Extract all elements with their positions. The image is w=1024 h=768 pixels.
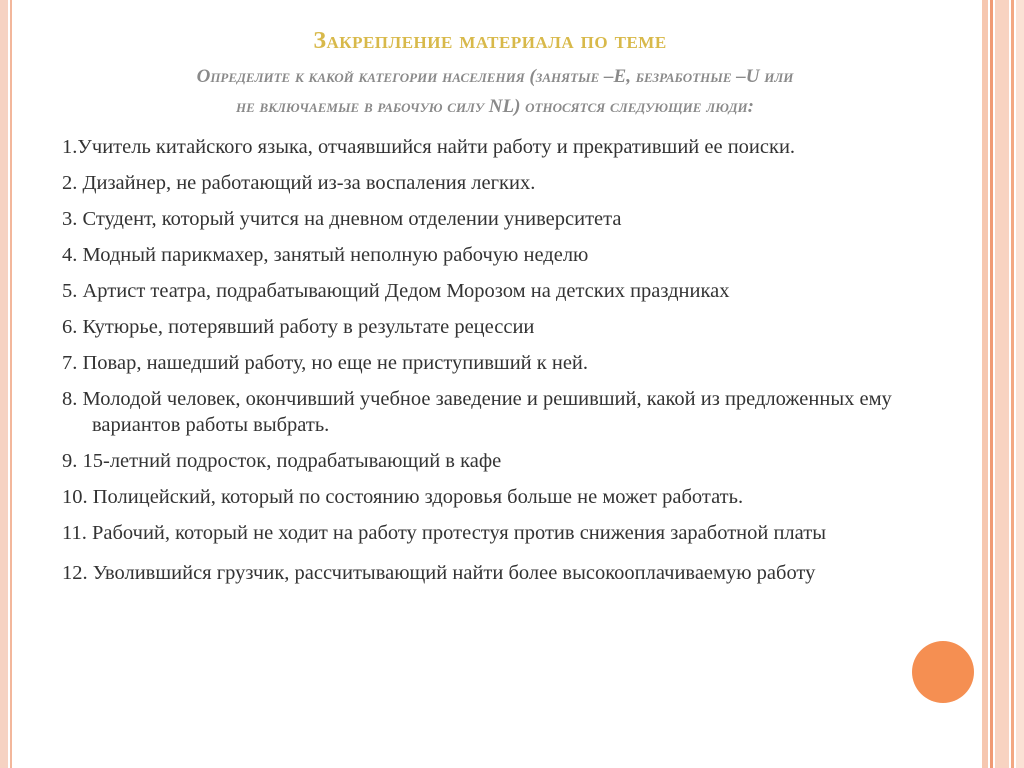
question-list — [62, 134, 962, 600]
right-decor-stripe — [995, 0, 1009, 768]
list-item: 6. Кутюрье, потерявший работу в результате рецессии — [62, 316, 535, 338]
right-decor-stripe — [990, 0, 993, 768]
list-item: 8. Молодой человек, окончивший учебное заведение и решивший, какой из предложенных ему вариантов работы выбрать. — [62, 388, 892, 436]
list-item: 5. Артист театра, подрабатывающий Дедом Морозом на детских праздниках — [62, 280, 730, 302]
list-item: 1.Учитель китайского языка, отчаявшийся найти работу и прекративший ее поиски. — [62, 136, 796, 158]
list-item: 12. Уволившийся грузчик, рассчитывающий найти более высокооплачиваемую работу — [62, 562, 816, 584]
right-decor-stripe — [1016, 0, 1024, 768]
list-item: 7. Повар, нашедший работу, но еще не приступивший к ней. — [62, 352, 589, 374]
right-decor-stripe — [982, 0, 988, 768]
left-frame-border — [0, 0, 8, 768]
list-item: 3. Студент, который учится на дневном отделении университета — [62, 208, 622, 230]
list-item: 2. Дизайнер, не работающий из-за воспаления легких. — [62, 172, 536, 194]
left-frame-line — [10, 0, 12, 768]
list-item: 4. Модный парикмахер, занятый неполную рабочую неделю — [62, 244, 589, 266]
subtitle-line-2: не включаемые в рабочую силу NL) относятся следующие люди: — [235, 96, 754, 117]
list-item: 9. 15-летний подросток, подрабатывающий в кафе — [62, 450, 502, 472]
subtitle-line-1: Определите к какой категории населения (занятые –Е, безработные –U или — [196, 66, 794, 87]
slide-subtitle — [55, 62, 935, 122]
right-decor-stripe — [1011, 0, 1014, 768]
list-item: 11. Рабочий, который не ходит на работу протестуя против снижения заработной платы — [62, 522, 826, 544]
slide-title: Закрепление материала по теме — [313, 28, 667, 54]
decorative-orange-circle — [912, 641, 974, 703]
list-item: 10. Полицейский, который по состоянию здоровья больше не может работать. — [62, 486, 744, 508]
